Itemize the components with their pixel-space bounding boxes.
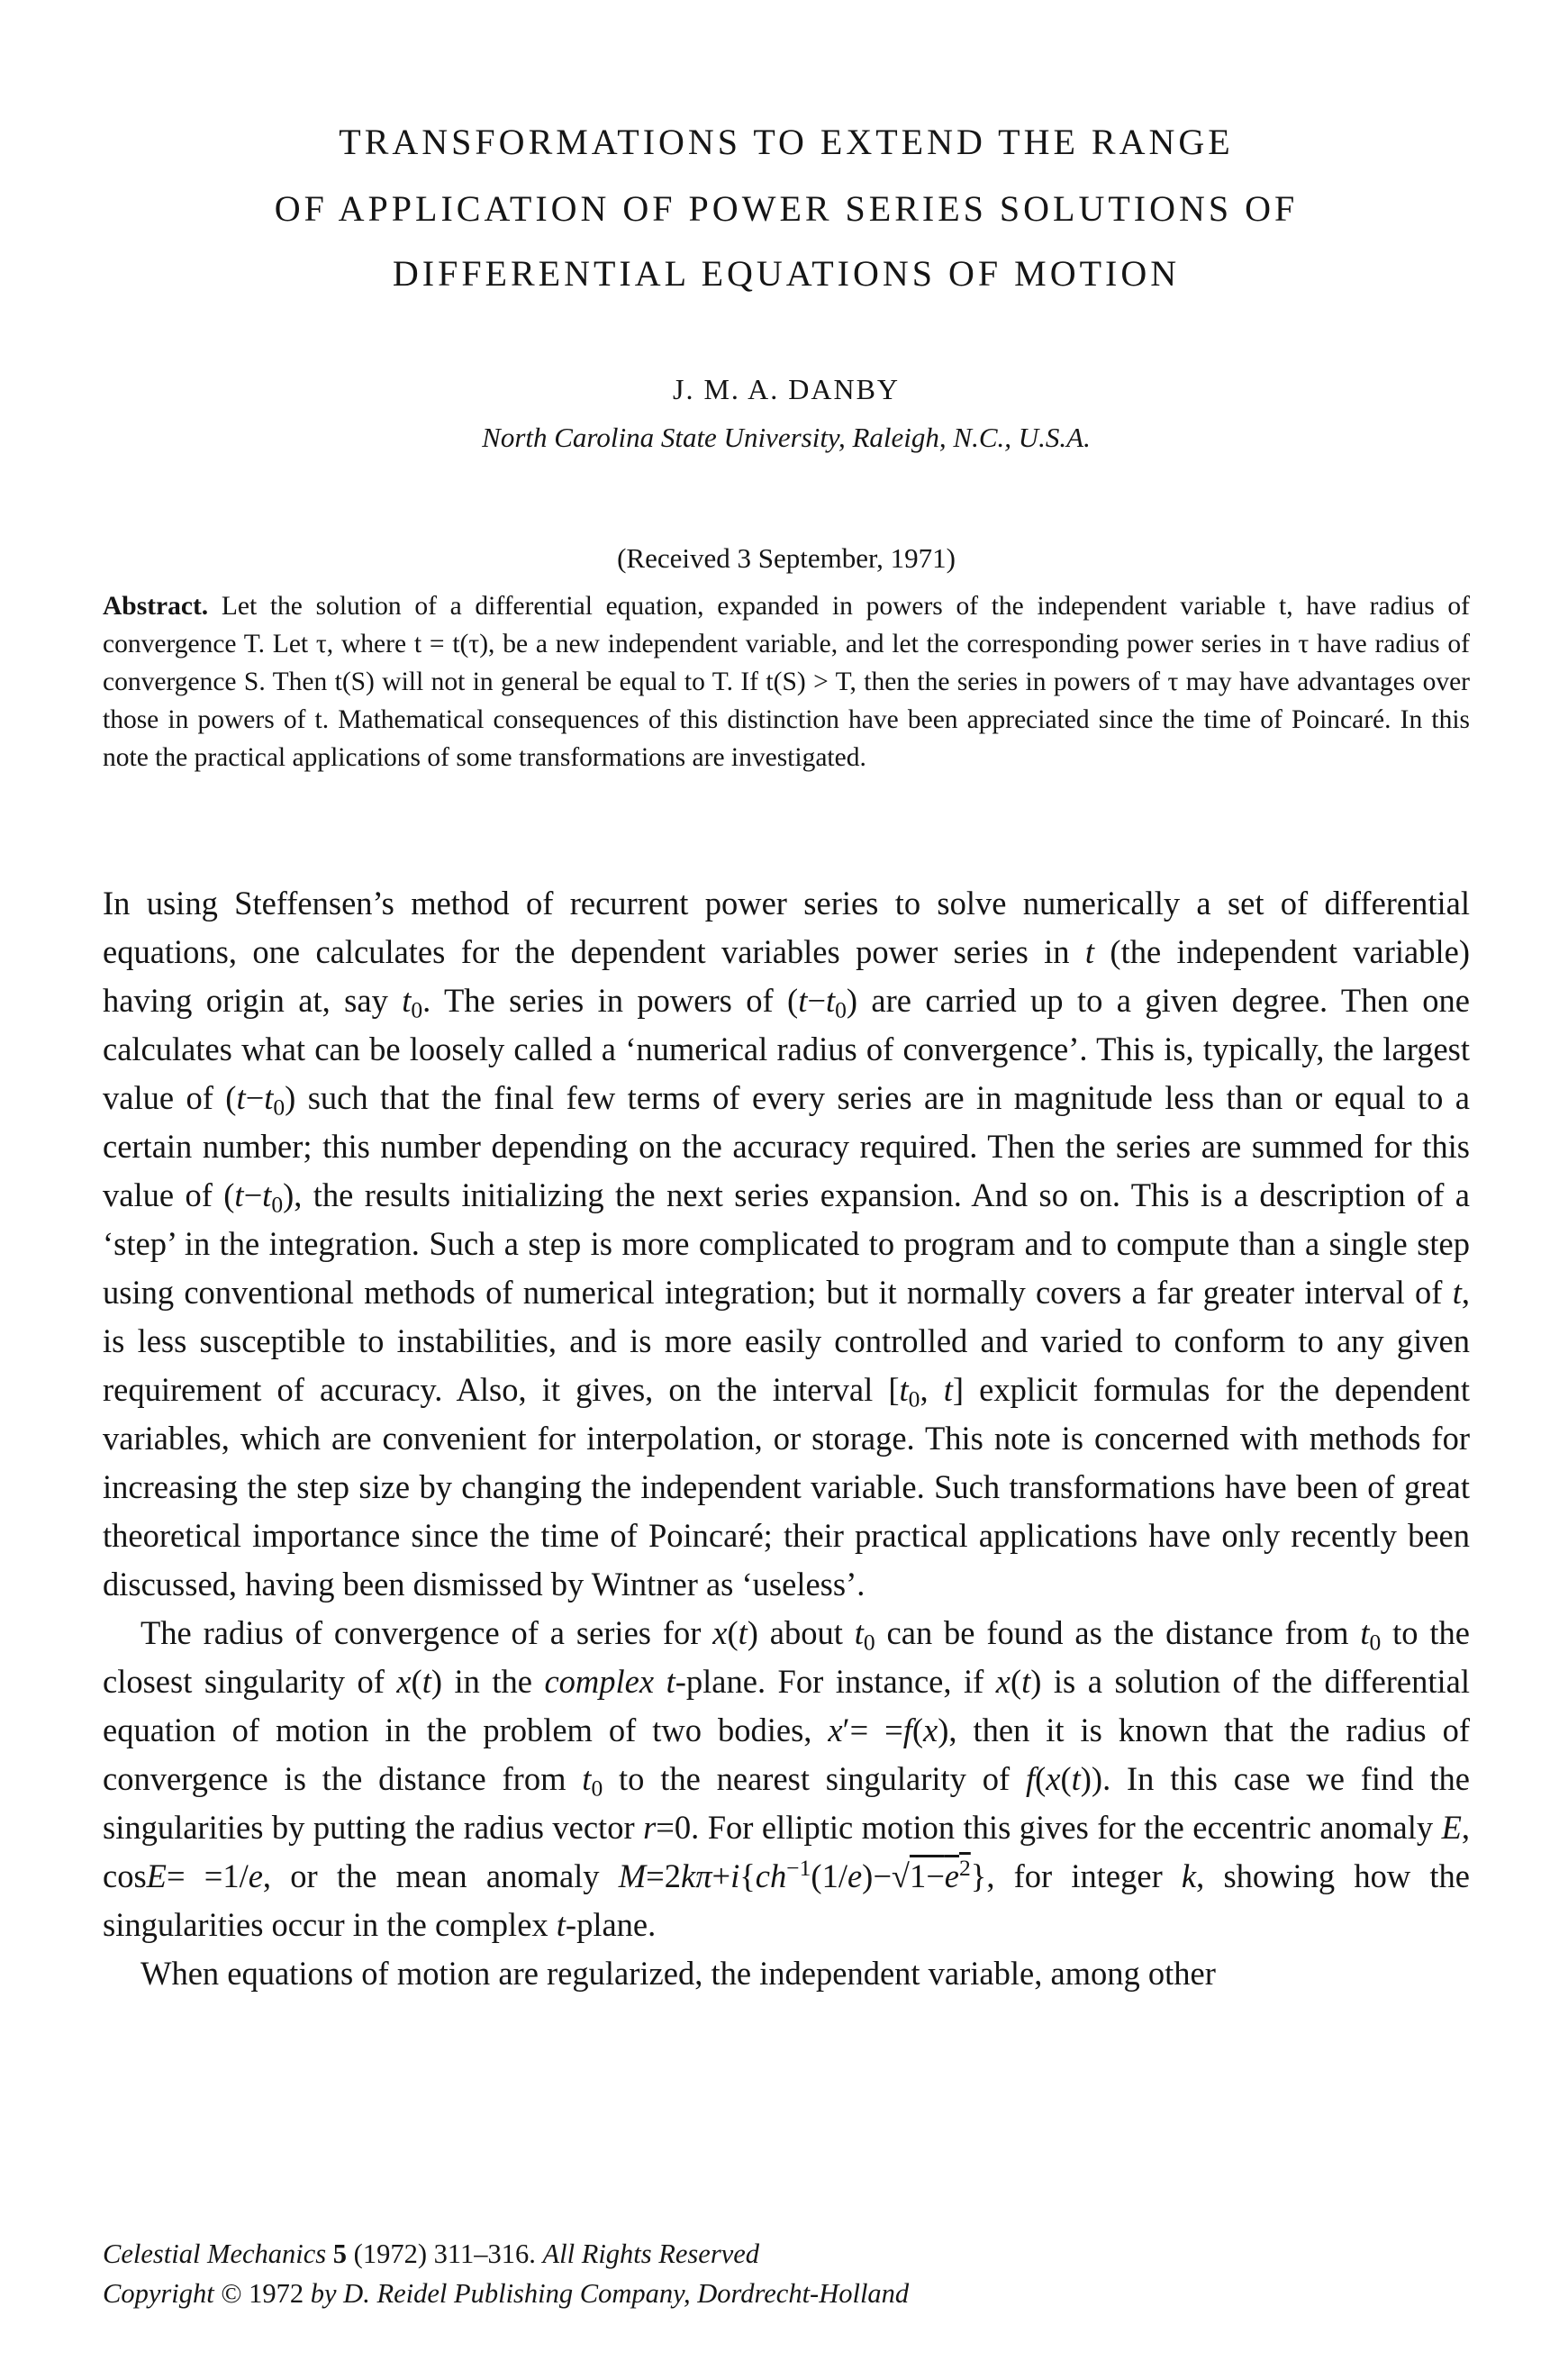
paper-page (103, 0, 1470, 2379)
paper-title-line-3: DIFFERENTIAL EQUATIONS OF MOTION (392, 253, 1181, 294)
paragraph-3: When equations of motion are regularized, the independent variable, among other (140, 1955, 1216, 1992)
paragraph-2: The radius of convergence of a series for x(t) about $t_0$ can be found as the distance from $t_0$ to the closest singularity of x(t) in the complex t-plane. For instance, if x(t) is a solution of the differential equation of motion in the problem of two bodies, x′= =f(x), then it is known that the radius of convergence is the distance from $t_0$ to the nearest singularity of f(x(t)). In this case we find the singularities by putting the radius vector r=0. For elliptic motion this gives for the eccentric anomaly E, cosE= =1/e, or the mean anomaly $M=2k\pi+i\{ch^{-1}(1/e)-√1-e^2\}$, for integer k, showing how the singularities occur in the complex t-plane. (103, 1614, 1471, 1943)
copyright-line: Copyright © 1972 by D. Reidel Publishing Company, Dordrecht-Holland (103, 2278, 910, 2309)
abstract-label: Abstract. (103, 592, 209, 621)
received-date: (Received 3 September, 1971) (617, 542, 956, 574)
paper-title-line-2: OF APPLICATION OF POWER SERIES SOLUTIONS OF (274, 188, 1299, 229)
paragraph-1: In using Steffensen’s method of recurrent power series to solve numerically a set of differential equations, one calculates for the dependent variables power series in t (the independent variable) having origin at, say $t_0$. The series in powers of $(t-t_0)$ are carried up to a given degree. Then one calculates what can be loosely called a ‘numerical radius of convergence’. This is, typically, the largest value of $(t-t_0)$ such that the final few terms of every series are in magnitude less than or equal to a certain number; this number depending on the accuracy required. Then the series are summed for this value of $(t-t_0)$, the results initializing the next series expansion. And so on. This is a description of a ‘step’ in the integration. Such a step is more complicated to program and to compute than a single step using conventional methods of numerical integration; but it normally covers a far greater interval of t, is less susceptible to instabilities, and is more easily controlled and varied to conform to any given requirement of accuracy. Also, it gives, on the interval [$t_0$, t] explicit formulas for the dependent variables, which are convenient for interpolation, or storage. This note is concerned with methods for increasing the step size by changing the independent variable. Such transformations have been of great theoretical importance since the time of Poincaré; their practical applications have only recently been discussed, having been dismissed by Wintner as ‘useless’. (103, 885, 1470, 1603)
paper-title-line-1: TRANSFORMATIONS TO EXTEND THE RANGE (339, 122, 1234, 162)
journal-citation: Celestial Mechanics 5 (1972) 311–316. All Rights Reserved (103, 2238, 760, 2269)
author-name: J. M. A. DANBY (672, 373, 901, 405)
author-affiliation: North Carolina State University, Raleigh, N.C., U.S.A. (482, 422, 1091, 453)
body-text (103, 879, 1470, 1998)
abstract-text: Let the solution of a differential equation, expanded in powers of the independent variable t, have radius of convergence T. Let τ, where t = t(τ), be a new independent variable, and let the corresponding power series in τ have radius of convergence S. Then t(S) will not in general be equal to T. If t(S) > T, then the series in powers of τ may have advantages over those in powers of t. Mathematical consequences of this distinction have been appreciated since the time of Poincaré. In this note the practical applications of some transformations are investigated. (103, 592, 1471, 772)
footer-citation (103, 2234, 1470, 2313)
abstract (103, 587, 1470, 776)
